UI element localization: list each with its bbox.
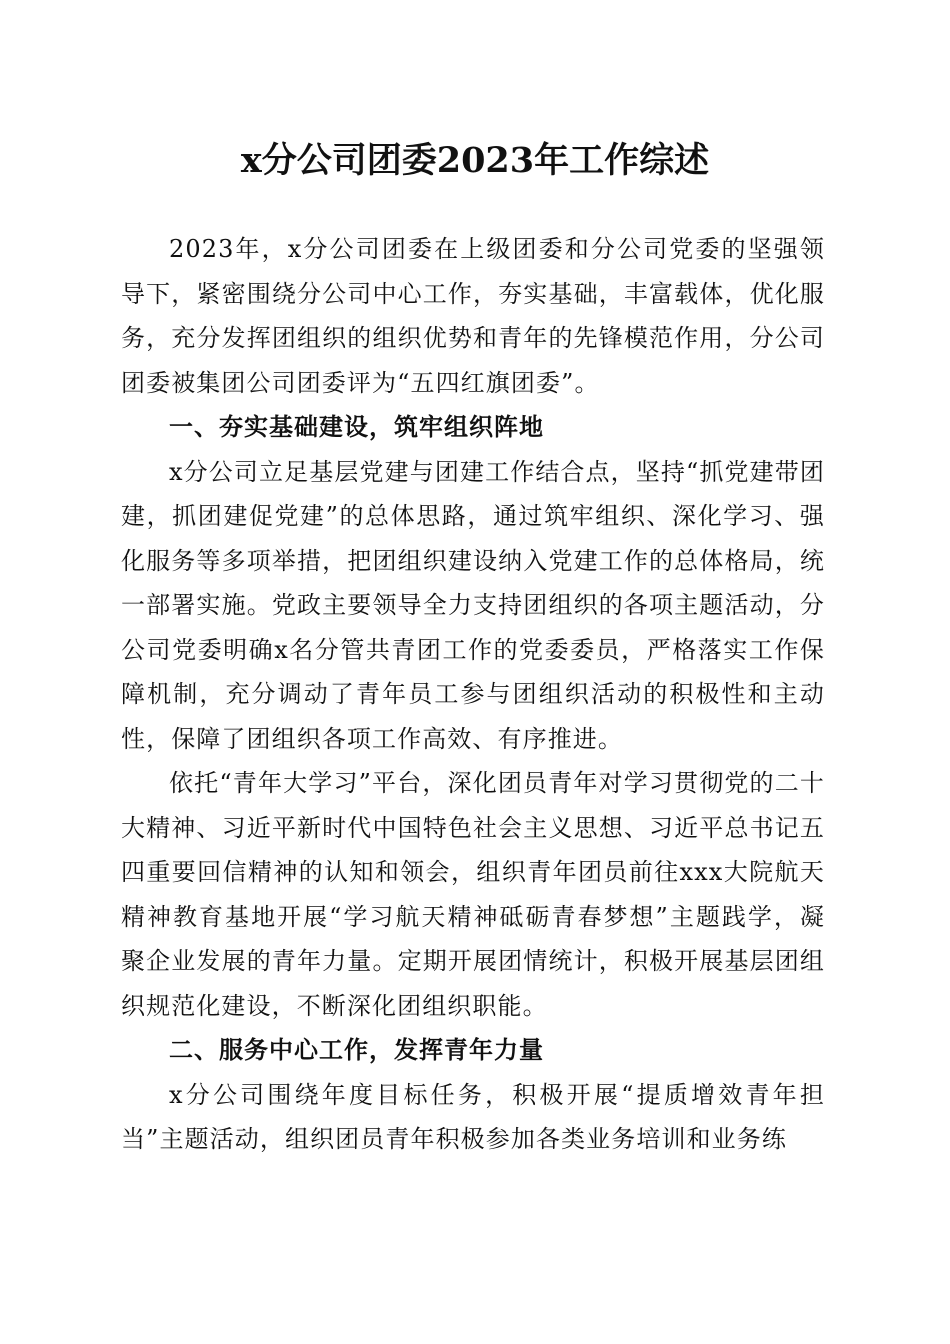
- paragraph-intro: 2023年，x分公司团委在上级团委和分公司党委的坚强领导下，紧密围绕分公司中心工作，夯实基础，丰富载体，优化服务，充分发挥团组织的组织优势和青年的先锋模范作用，分公司团委被集团公司团委评为“五四红旗团委”。: [121, 235, 825, 397]
- section-heading-1: 一、夯实基础建设，筑牢组织阵地: [169, 413, 544, 441]
- document-title: x分公司团委2023年工作综述: [240, 140, 710, 181]
- paragraph-section1-a: x分公司立足基层党建与团建工作结合点，坚持“抓党建带团建，抓团建促党建”的总体思路，通过筑牢组织、深化学习、强化服务等多项举措，把团组织建设纳入党建工作的总体格局，统一部署实施。党政主要领导全力支持团组织的各项主题活动，分公司党委明确x名分管共青团工作的党委委员，严格落实工作保障机制，充分调动了青年员工参与团组织活动的积极性和主动性，保障了团组织各项工作高效、有序推进。: [121, 457, 825, 753]
- paragraph-section2-a: x分公司围绕年度目标任务，积极开展“提质增效青年担当”主题活动，组织团员青年积极参加各类业务培训和业务练: [121, 1080, 825, 1153]
- section-heading-2: 二、服务中心工作，发挥青年力量: [169, 1036, 544, 1064]
- paragraph-section1-b: 依托“青年大学习”平台，深化团员青年对学习贯彻党的二十大精神、习近平新时代中国特色社会主义思想、习近平总书记五四重要回信精神的认知和领会，组织青年团员前往xxx大院航天精神教育基地开展“学习航天精神砥砺青春梦想”主题践学，凝聚企业发展的青年力量。定期开展团情统计，积极开展基层团组织规范化建设，不断深化团组织职能。: [121, 769, 825, 1020]
- document-body: [121, 227, 825, 1162]
